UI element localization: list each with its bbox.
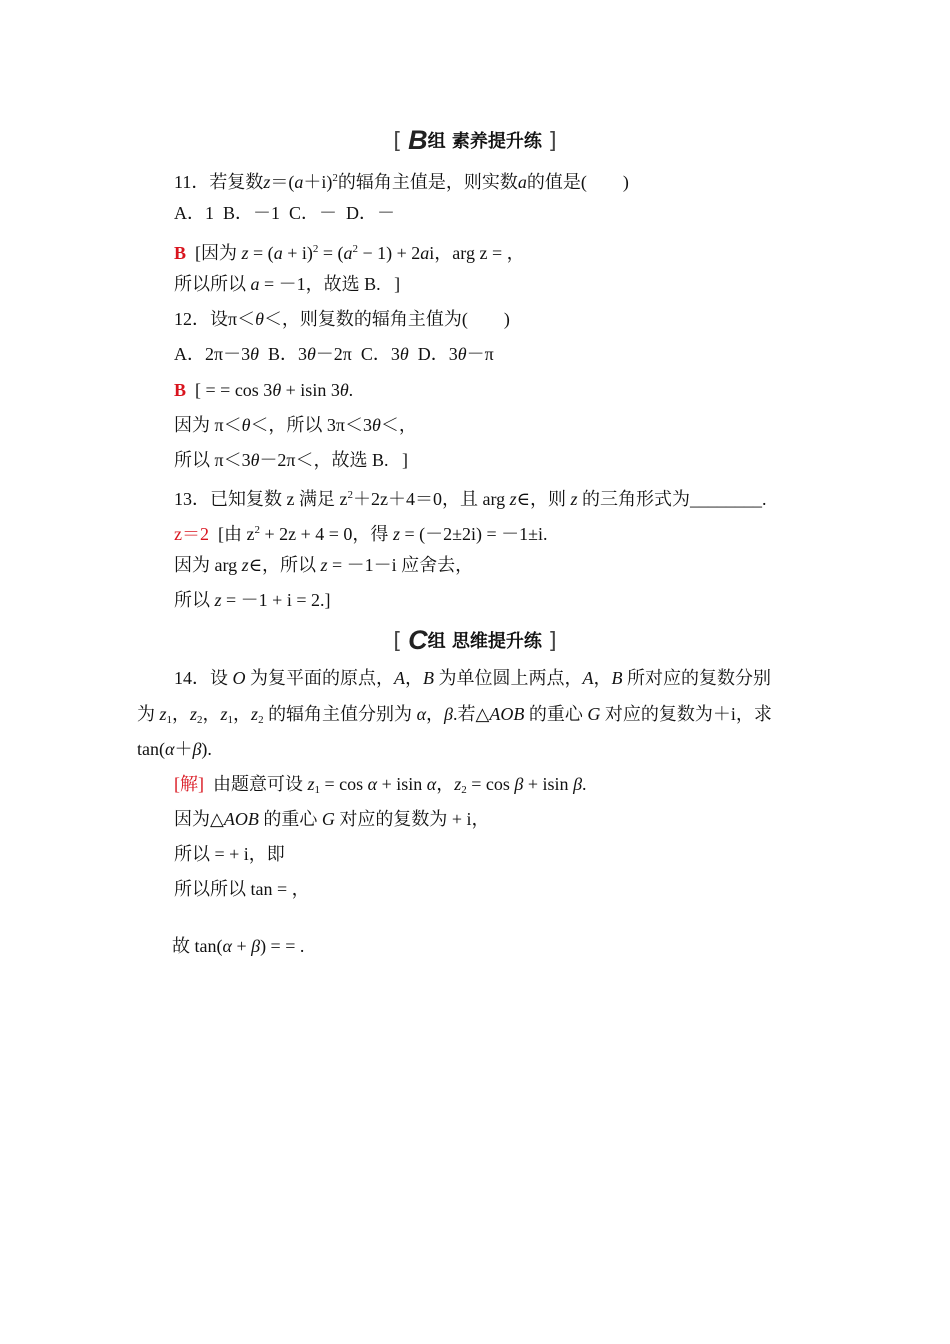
section-c-label: 组 思维提升练 (427, 631, 542, 652)
q12-answer: B (174, 380, 187, 400)
q13-solution-2: 因为 arg z∈，所以 z = －1－i 应舍去， (174, 555, 474, 575)
q11-answer: B (174, 243, 187, 263)
right-bracket: ] (548, 629, 557, 654)
q12-stem: 12．设π＜θ＜，则复数的辐角主值为( ) (174, 309, 510, 329)
q14-solution-1: [解] 由题意可设 $z_1 = \cos \alpha + isin$ α，$z_2 = \cos \beta + isin$ β. (174, 774, 587, 796)
left-bracket: [ (393, 129, 402, 154)
q13-stem: 13．已知复数 z 满足 $z^2+2z+4=0$，且 arg z∈，则 z 的三角形式为________. (174, 489, 767, 509)
q11-solution-2: 所以所以 a = －1，故选 B. ] (174, 274, 401, 294)
q12-solution-3: 所以 π＜3θ－2π＜，故选 B. ] (174, 450, 409, 470)
q14-stem-2: 为 $z_1$，$z_2$，$z_1$，$z_2$ 的辐角主值分别为 α，β.若△AOB 的重心 G 对应的复数为＋i，求 (137, 704, 772, 726)
q14-solution-2: 因为△AOB 的重心 G 对应的复数为 + i， (174, 809, 490, 829)
section-b-heading (0, 127, 950, 155)
solution-label: [解] (174, 774, 204, 794)
q11-stem: 11．若复数$z=(a+i)^2$的辐角主值是，则实数a的值是( ) (174, 172, 629, 192)
q12-solution-1: B [ = = cos 3θ + isin 3θ. (174, 380, 354, 400)
q14-stem-3: tan(α＋β). (137, 739, 212, 759)
section-c-letter: C (408, 625, 428, 655)
q13-solution-1: z＝2 [由 $z^2 + 2z + 4 = 0$，得 z = (－2±2i) = －1±i. (174, 524, 548, 544)
right-bracket: ] (548, 129, 557, 154)
section-b-label: 组 素养提升练 (427, 131, 542, 152)
q13-solution-3: 所以 z = －1 + i = 2.] (174, 590, 331, 610)
q14-solution-5: 故 tan(α + β) = = . (172, 936, 305, 956)
q14-solution-3: 所以 = + i，即 (174, 844, 285, 864)
left-bracket: [ (393, 629, 402, 654)
q12-solution-2: 因为 π＜θ＜，所以 3π＜3θ＜， (174, 415, 417, 435)
q11-solution-1: B [因为 $z = (a + i)^2 = (a^2 - 1) + 2ai$，arg z = ， (174, 243, 525, 263)
section-c-heading (0, 627, 950, 655)
q12-options: A．2π－3θ B．3θ－2π C．3θ D．3θ－π (174, 344, 494, 364)
q14-solution-4: 所以所以 tan = ， (174, 879, 310, 899)
q13-answer: z＝2 (174, 524, 209, 544)
q11-options: A．1 B．－1 C．－ D．－ (174, 203, 396, 223)
section-b-letter: B (408, 125, 428, 155)
q14-stem-1: 14．设 O 为复平面的原点，A，B 为单位圆上两点，A，B 所对应的复数分别 (174, 668, 771, 688)
